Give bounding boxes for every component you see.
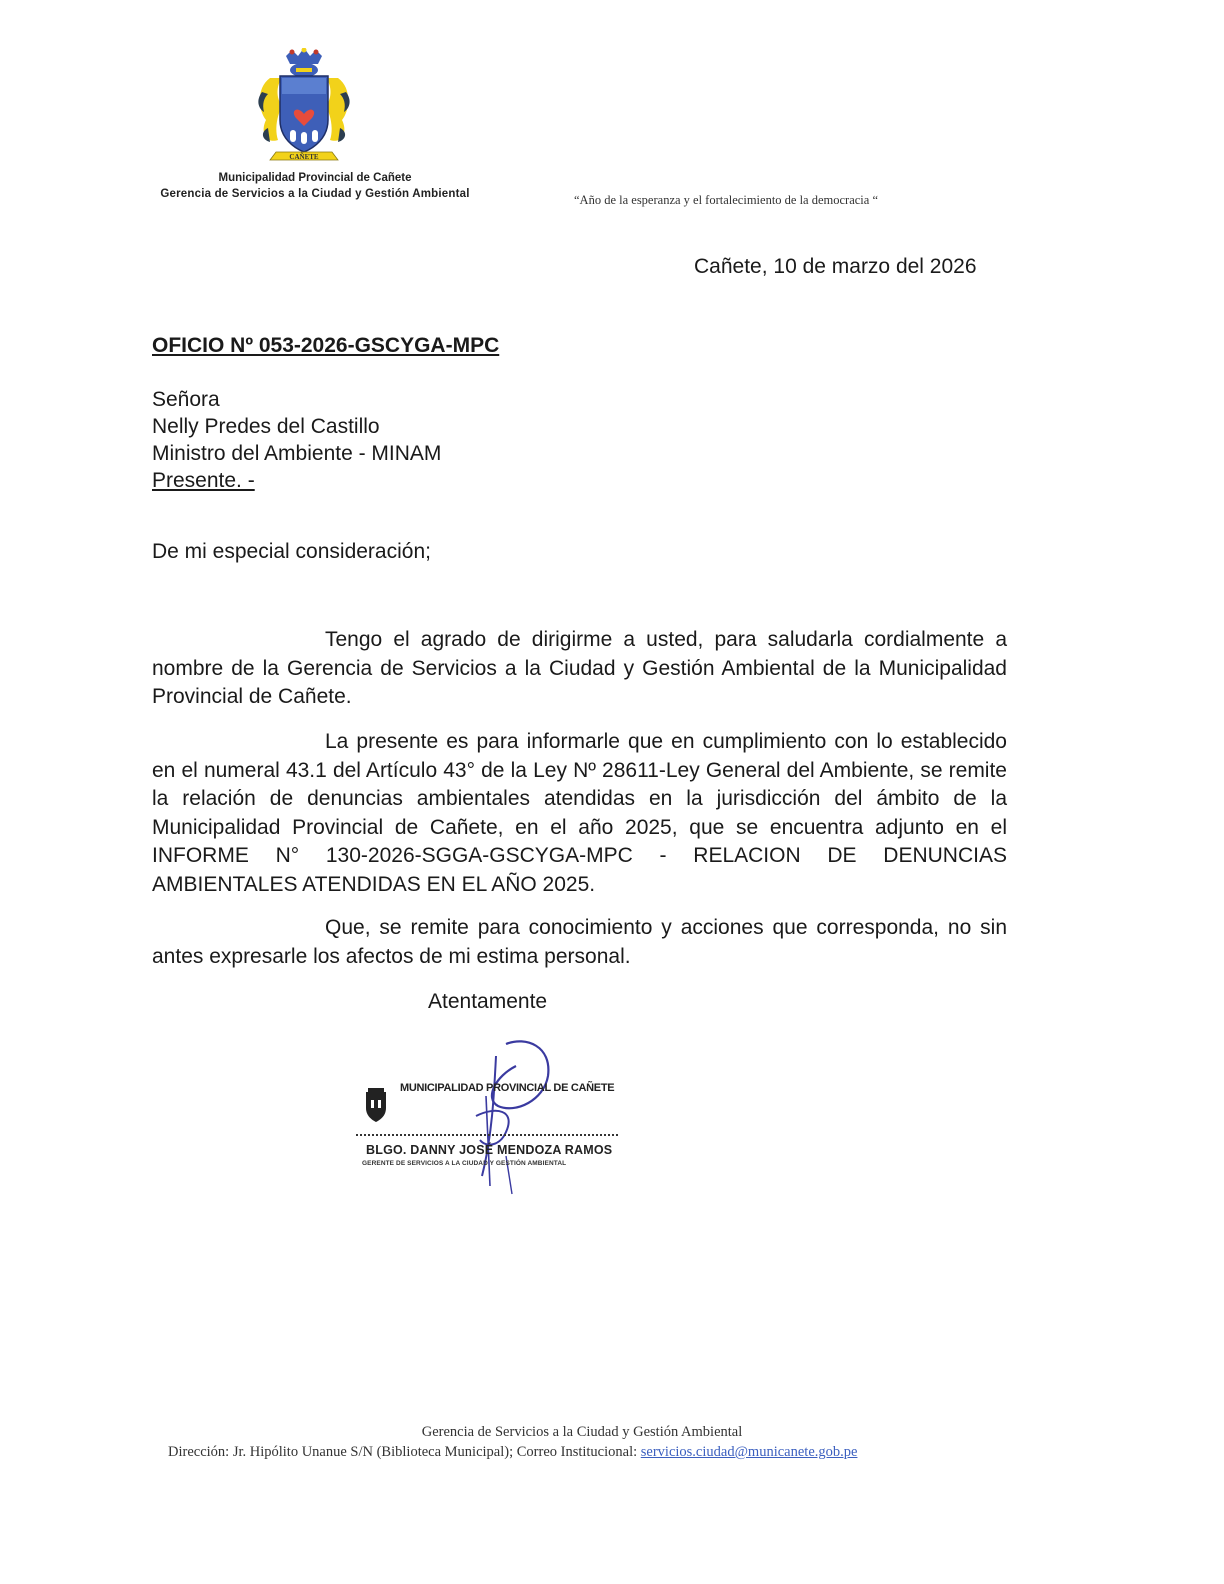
body-paragraph-3-text: Que, se remite para conocimiento y acciones que corresponda, no sin antes expresarle los afectos de mi estima personal. (152, 916, 1007, 968)
signature-graphic (356, 1036, 626, 1196)
body-paragraph-3 (152, 914, 1007, 971)
recipient-name: Nelly Predes del Castillo (152, 415, 380, 438)
stamp-crest-icon (366, 1088, 386, 1122)
letter-reference: OFICIO Nº 053-2026-GSCYGA-MPC (152, 334, 500, 357)
recipient-presente: Presente. - (152, 469, 255, 492)
department-name: Gerencia de Servicios a la Ciudad y Gestión Ambiental (160, 188, 470, 200)
footer-email-link[interactable]: servicios.ciudad@municanete.gob.pe (640, 1444, 858, 1460)
salutation: De mi especial consideración; (152, 540, 431, 563)
signature-line (356, 1134, 618, 1136)
closing: Atentamente (428, 990, 548, 1013)
org-name: Municipalidad Provincial de Cañete (218, 172, 412, 184)
footer-department: Gerencia de Servicios a la Ciudad y Gestión Ambiental (421, 1424, 743, 1440)
body-paragraph-2 (152, 728, 1007, 900)
signer-role: GERENTE DE SERVICIOS A LA CIUDAD Y GESTIÓN AMBIENTAL (362, 1160, 567, 1167)
crest-banner-text: CAÑETE (289, 153, 319, 161)
signer-name: BLGO. DANNY JOSÉ MENDOZA RAMOS (366, 1143, 613, 1157)
footer-address (168, 1444, 857, 1461)
letter-date: Cañete, 10 de marzo del 2026 (694, 255, 977, 278)
recipient-position: Ministro del Ambiente - MINAM (152, 442, 442, 465)
body-paragraph-1-text: Tengo el agrado de dirigirme a usted, para saludarla cordialmente a nombre de la Gerencia de Servicios a la Ciudad y Gestión Ambiental de la Municipalidad Provincial de Cañete. (152, 628, 1007, 709)
recipient-title: Señora (152, 388, 220, 411)
stamp-org-name: MUNICIPALIDAD PROVINCIAL DE CAÑETE (400, 1082, 615, 1094)
year-motto: “Año de la esperanza y el fortalecimiento de la democracia “ (574, 193, 879, 207)
body-paragraph-2-text: La presente es para informarle que en cumplimiento con lo establecido en el numeral 43.1 del Artículo 43° de la Ley Nº 28611-Ley General del Ambiente, se remite la relación de denuncias ambientales atendidas en la jurisdicción del ámbito de la Municipalidad Provincial de Cañete, en el año 2025, que se encuentra adjunto en el INFORME N° 130-2026-SGGA-GSCYGA-MPC - RELACION DE DENUNCIAS AMBIENTALES ATENDIDAS EN EL AÑO 2025. (152, 730, 1007, 896)
body-paragraph-1 (152, 626, 1007, 712)
municipal-crest-logo (252, 48, 356, 164)
footer-address-text: Dirección: Jr. Hipólito Unanue S/N (Biblioteca Municipal); Correo Institucional: (168, 1444, 641, 1460)
